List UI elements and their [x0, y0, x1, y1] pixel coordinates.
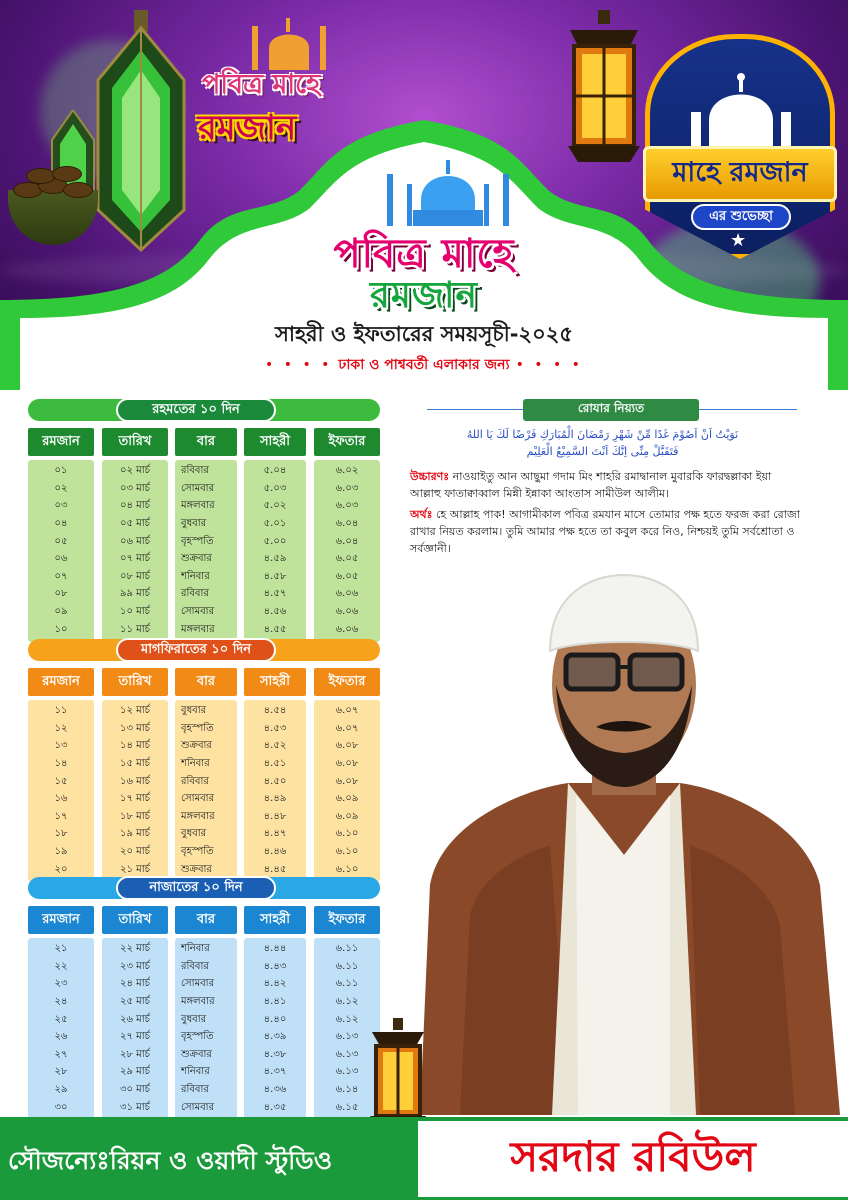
- table-cell: ৪.৩৫: [263, 1101, 287, 1113]
- table-cell: ৪.৫০: [263, 775, 287, 787]
- table-cell: বৃহস্পতি: [181, 722, 214, 734]
- table-cell: ৬.১১: [335, 943, 359, 955]
- table-cell: ৬.০৭: [335, 722, 359, 734]
- table-cell: ৬.১২: [335, 1013, 359, 1025]
- table-cell: রবিবার: [181, 465, 209, 477]
- column-header: তারিখ: [102, 428, 168, 456]
- meaning-text: হে আল্লাহ পাক! আগামীকাল পবিত্র রমযান মাসে তোমার পক্ষ হতে ফরজ করা রোজা রাখার নিয়ত করলাম। তুমি আমার পক্ষ হতে তা কবুল করে নিও, নিশ্চয়ই তুমি সর্বশ্রোতা ও সর্বজ্ঞানী।: [410, 508, 800, 555]
- table-cell: ০৫: [54, 535, 68, 547]
- column-body: [314, 460, 380, 642]
- table-cell: ০৪: [54, 518, 68, 530]
- table-cell: ১৩ মার্চ: [119, 722, 151, 734]
- table-cell: ৪.৫৬: [263, 606, 287, 618]
- table-cell: ১২ মার্চ: [119, 705, 151, 717]
- table-cell: বুধবার: [181, 518, 207, 530]
- table-cell: ১৮ মার্চ: [119, 810, 150, 822]
- table-cell: ৪.৪৪: [263, 943, 287, 955]
- table-cell: ৬.০২: [335, 465, 359, 477]
- table-cell: ০১: [54, 465, 68, 477]
- table-cell: ৬.১২: [335, 996, 359, 1008]
- table-cell: শনিবার: [181, 570, 210, 582]
- table-cell: ০২: [54, 482, 68, 494]
- column-body: [28, 938, 94, 1120]
- table-cell: ০৩ মার্চ: [119, 482, 151, 494]
- logo-left-line1: পবিত্র মাহে: [202, 69, 321, 100]
- column-header: বার: [175, 428, 237, 456]
- table-cell: ০৮ মার্চ: [119, 570, 151, 582]
- table-cell: ৬.১০: [335, 863, 359, 875]
- table-cell: ৪.৪০: [263, 1013, 287, 1025]
- table-cell: ২৯ মার্চ: [119, 1066, 151, 1078]
- table-cell: সোমবার: [181, 1101, 215, 1113]
- column-header: ইফতার: [314, 906, 380, 934]
- table-cell: বৃহস্পতি: [181, 846, 214, 858]
- column-body: [244, 700, 306, 882]
- table-cell: ৬.১৩: [335, 1066, 359, 1078]
- column-body: [102, 460, 168, 642]
- table-cell: ৪.৩৬: [263, 1084, 287, 1096]
- table-cell: ৬.০৬: [335, 588, 359, 600]
- column-header: সাহরী: [244, 428, 306, 456]
- table-cell: ৬.০৩: [335, 500, 359, 512]
- table-cell: ১৪ মার্চ: [119, 740, 150, 752]
- column-body: [314, 700, 380, 882]
- table-cell: ৬.১৪: [335, 1084, 359, 1096]
- logo-left-line2: রমজান: [198, 108, 297, 148]
- mosque-logo-icon: [244, 18, 334, 70]
- table-cell: ৪.৫৫: [263, 623, 287, 635]
- table-cell: বৃহস্পতি: [181, 1031, 214, 1043]
- table-cell: ৪.৫২: [263, 740, 287, 752]
- table-cell: ৬.১০: [335, 828, 359, 840]
- table-cell: ২৯: [54, 1084, 68, 1096]
- table-cell: ৪.৪৩: [263, 960, 287, 972]
- pronunciation-text: নাওয়াইতু আন আছুমা গদাম মিং শাহরি রমাদ্বানাল মুবারকি ফারদ্বল্লাকা ইয়া আল্লাহু ফাতাক্বাব্বাল মিন্নী ইন্নাকা আংতাস সামীউল আলীম।: [410, 470, 772, 500]
- meaning-label: অর্থঃ: [410, 508, 433, 521]
- table-cell: ৪.৪৫: [263, 863, 287, 875]
- table-cell: ০৫ মার্চ: [119, 518, 151, 530]
- column-body: [175, 700, 237, 882]
- table-cell: ০৬ মার্চ: [119, 535, 151, 547]
- niyat-title: রোযার নিয়্যত: [523, 399, 699, 421]
- column-body: [28, 460, 94, 642]
- table-cell: ৬.০৭: [335, 705, 359, 717]
- table-cell: ১৩: [54, 740, 68, 752]
- table-cell: শনিবার: [181, 1066, 210, 1078]
- table-cell: ৬.১৩: [335, 1031, 359, 1043]
- table-cell: ৪.৪৮: [263, 810, 287, 822]
- header-banner: [0, 0, 848, 390]
- table-cell: ৬.০৬: [335, 606, 359, 618]
- table-cell: সোমবার: [181, 793, 215, 805]
- table-cell: মঙ্গলবার: [181, 500, 215, 512]
- section-title: মাগফিরাতের ১০ দিন: [116, 638, 276, 662]
- table-cell: ৫.০০: [263, 535, 287, 547]
- table-cell: ৬.০৮: [335, 740, 359, 752]
- table-cell: ০৭: [54, 570, 68, 582]
- table-cell: সোমবার: [181, 482, 215, 494]
- mosque-dome-icon: [687, 72, 795, 148]
- section-title: নাজাতের ১০ দিন: [116, 876, 276, 900]
- table-cell: ২১ মার্চ: [119, 863, 151, 875]
- table-cell: ১৮: [54, 828, 68, 840]
- table-cell: ৬.১১: [335, 978, 359, 990]
- column-header: তারিখ: [102, 668, 168, 696]
- table-cell: ৪.৩৯: [263, 1031, 287, 1043]
- table-cell: ৬.১৩: [335, 1048, 359, 1060]
- table-cell: মঙ্গলবার: [181, 996, 215, 1008]
- table-cell: ৫.০১: [263, 518, 287, 530]
- table-cell: ২০: [54, 863, 68, 875]
- table-cell: শনিবার: [181, 758, 210, 770]
- table-cell: ১৯: [54, 846, 68, 858]
- column-header: রমজান: [28, 668, 94, 696]
- table-cell: ০৩: [54, 500, 68, 512]
- table-cell: ১৭: [54, 810, 68, 822]
- table-cell: রবিবার: [181, 960, 209, 972]
- table-cell: ৪.৪৭: [263, 828, 287, 840]
- table-cell: শুক্রবার: [181, 740, 212, 752]
- area-text: ঢাকা ও পাশ্ববর্তী এলাকার জন্য: [338, 357, 510, 373]
- table-cell: ৬.০৯: [335, 810, 359, 822]
- column-body: [244, 938, 306, 1120]
- table-cell: ৩০ মার্চ: [119, 1084, 151, 1096]
- niyat-arabic: [405, 426, 800, 460]
- center-title-line1: পবিত্র মাহে: [333, 230, 515, 277]
- table-cell: ১৫ মার্চ: [119, 758, 150, 770]
- table-cell: ২৮: [54, 1066, 68, 1078]
- table-cell: ১৬ মার্চ: [119, 775, 151, 787]
- table-cell: বুধবার: [181, 1013, 207, 1025]
- table-cell: ০৪ মার্চ: [119, 500, 151, 512]
- table-cell: ০৮: [54, 588, 68, 600]
- table-cell: ৪.৪৬: [263, 846, 287, 858]
- niyat-meaning: [410, 506, 800, 557]
- table-cell: ৬.০৫: [335, 570, 359, 582]
- table-cell: ৬.০৪: [335, 518, 359, 530]
- column-header: বার: [175, 906, 237, 934]
- column-header: ইফতার: [314, 668, 380, 696]
- table-cell: সোমবার: [181, 606, 215, 618]
- star-icon: ★: [730, 230, 747, 251]
- column-header: তারিখ: [102, 906, 168, 934]
- table-cell: ১২: [54, 722, 68, 734]
- ramadan-badge: [645, 34, 835, 259]
- table-cell: ৬.০৫: [335, 553, 359, 565]
- table-cell: ৬.১০: [335, 846, 359, 858]
- table-cell: বৃহস্পতি: [181, 535, 214, 547]
- table-cell: ৪.৫৩: [263, 722, 287, 734]
- table-cell: ৬.০৩: [335, 482, 359, 494]
- table-cell: ২৩: [54, 978, 68, 990]
- table-cell: ১৯ মার্চ: [119, 828, 150, 840]
- table-cell: শুক্রবার: [181, 1048, 212, 1060]
- table-cell: মঙ্গলবার: [181, 623, 215, 635]
- badge-sub-text: এর শুভেচ্ছা: [709, 208, 773, 224]
- table-cell: ২২ মার্চ: [119, 943, 151, 955]
- table-cell: ১৭ মার্চ: [119, 793, 151, 805]
- table-cell: ৫.০৩: [263, 482, 287, 494]
- table-cell: ১৬: [54, 793, 68, 805]
- table-cell: ২০ মার্চ: [119, 846, 151, 858]
- table-cell: ৩১ মার্চ: [119, 1101, 151, 1113]
- column-header: সাহরী: [244, 668, 306, 696]
- table-cell: ৬.০৬: [335, 623, 359, 635]
- column-body: [244, 460, 306, 642]
- area-line: [258, 354, 590, 376]
- table-cell: ১১ মার্চ: [119, 623, 150, 635]
- table-cell: ৪.৫১: [263, 758, 287, 770]
- table-cell: ৬.০৮: [335, 758, 359, 770]
- table-cell: ২৮ মার্চ: [119, 1048, 151, 1060]
- column-body: [102, 700, 168, 882]
- table-cell: রবিবার: [181, 1084, 209, 1096]
- table-cell: ৬.০৪: [335, 535, 359, 547]
- table-cell: ২৫: [54, 1013, 68, 1025]
- column-header: সাহরী: [244, 906, 306, 934]
- sponsor-name: সরদার রবিউল: [510, 1131, 756, 1181]
- badge-main-text: মাহে রমজান: [672, 156, 808, 188]
- column-body: [175, 460, 237, 642]
- niyat-pronunciation: [410, 468, 800, 502]
- table-cell: ৪.৩৮: [263, 1048, 287, 1060]
- table-cell: ১০ মার্চ: [119, 606, 151, 618]
- table-cell: ০৯: [54, 606, 68, 618]
- table-cell: ২৭: [54, 1048, 68, 1060]
- footer: [0, 1117, 848, 1200]
- table-cell: ১১: [54, 705, 68, 717]
- table-cell: ২৪: [54, 996, 68, 1008]
- table-cell: ৬.১১: [335, 960, 359, 972]
- center-title-line2: রমজান: [370, 274, 478, 316]
- table-cell: ৫.০৪: [263, 465, 287, 477]
- table-cell: ৪.৩৭: [263, 1066, 287, 1078]
- table-cell: বুধবার: [181, 705, 207, 717]
- section-title: রহমতের ১০ দিন: [116, 398, 276, 422]
- table-cell: ০৭ মার্চ: [119, 553, 151, 565]
- table-cell: ৬.০৯: [335, 793, 359, 805]
- table-cell: বুধবার: [181, 828, 207, 840]
- table-cell: ২৫ মার্চ: [119, 996, 151, 1008]
- courtesy-text: সৌজন্যেঃরিয়ন ও ওয়াদী স্টুডিও: [8, 1146, 333, 1175]
- table-cell: শনিবার: [181, 943, 210, 955]
- table-cell: ৩০: [54, 1101, 68, 1113]
- table-cell: সোমবার: [181, 978, 215, 990]
- table-cell: শুক্রবার: [181, 863, 212, 875]
- table-cell: ৪.৫৪: [263, 705, 287, 717]
- table-cell: ২১: [54, 943, 68, 955]
- table-cell: ৪.৫৭: [263, 588, 287, 600]
- table-cell: ৪.৫৯: [263, 553, 287, 565]
- table-cell: ২২: [54, 960, 68, 972]
- table-cell: রবিবার: [181, 775, 209, 787]
- name-box: [418, 1121, 848, 1197]
- dots-right: • • • •: [515, 357, 583, 373]
- portrait-photo: [400, 555, 848, 1115]
- table-cell: ২৭ মার্চ: [119, 1031, 151, 1043]
- table-cell: ২৬: [54, 1031, 68, 1043]
- table-cell: ১০: [54, 623, 68, 635]
- table-cell: ৯৯ মার্চ: [119, 588, 150, 600]
- table-cell: ৫.০২: [263, 500, 287, 512]
- dots-left: • • • •: [265, 357, 333, 373]
- table-cell: ২৪ মার্চ: [119, 978, 151, 990]
- logo-left: [196, 28, 346, 148]
- table-cell: ০২ মার্চ: [119, 465, 151, 477]
- table-cell: ০৬: [54, 553, 68, 565]
- table-cell: শুক্রবার: [181, 553, 212, 565]
- table-cell: ৪.৪৯: [263, 793, 287, 805]
- table-cell: রবিবার: [181, 588, 209, 600]
- table-cell: ৬.০৮: [335, 775, 359, 787]
- schedule-title: সাহরী ও ইফতারের সময়সূচী-২০২৫: [274, 322, 574, 346]
- table-cell: ২৩ মার্চ: [119, 960, 151, 972]
- table-cell: ১৫: [54, 775, 68, 787]
- column-header: ইফতার: [314, 428, 380, 456]
- table-cell: ৬.১৫: [335, 1101, 359, 1113]
- table-cell: ৪.৪১: [263, 996, 287, 1008]
- pronunciation-label: উচ্চারণঃ: [410, 470, 450, 483]
- column-body: [28, 700, 94, 882]
- column-body: [102, 938, 168, 1120]
- table-cell: ১৪: [54, 758, 68, 770]
- column-body: [175, 938, 237, 1120]
- badge-ribbon: [643, 146, 837, 202]
- badge-sub-pill: [691, 204, 791, 230]
- niyat-arabic-line1: نَوَيْتُ اَنْ اَصُوْمَ غَدًا مِّنْ شَهْرِ رَمْضَانَ الْمُبَارَكِ فَرْضًا لَكَ يَا اللهُ: [466, 428, 739, 441]
- niyat-arabic-line2: فَتَقَبَّلْ مِنِّى اِنَّكَ اَنْتَ السَّمِيْعُ الْعَلِيْم: [526, 445, 679, 458]
- blue-mosque-icon: [383, 160, 513, 226]
- table-cell: ৪.৪২: [263, 978, 287, 990]
- table-cell: ২৬ মার্চ: [119, 1013, 151, 1025]
- column-header: বার: [175, 668, 237, 696]
- column-header: রমজান: [28, 428, 94, 456]
- table-cell: ৪.৫৮: [263, 570, 287, 582]
- column-header: রমজান: [28, 906, 94, 934]
- table-cell: মঙ্গলবার: [181, 810, 215, 822]
